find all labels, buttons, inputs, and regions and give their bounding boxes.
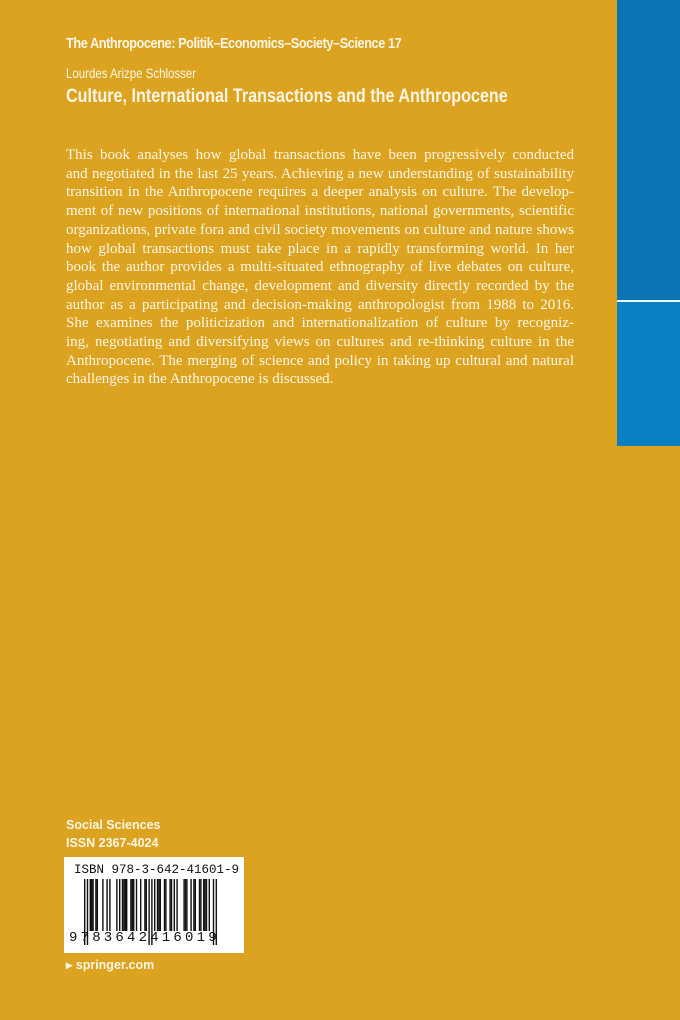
blurb: [66, 146, 586, 389]
isbn-label: ISBN 978-3-642-41601-9: [74, 863, 240, 877]
book-title: Culture, International Transactions and the Anthropocene: [66, 86, 508, 107]
barcode-bar: [91, 879, 92, 931]
barcode-bar: [122, 879, 123, 931]
barcode-bar: [132, 879, 133, 931]
blurb-line: book the author provides a multi-situated ethnography of live debates on culture,: [66, 259, 574, 276]
barcode-bar: [186, 879, 187, 931]
barcode-bar: [136, 879, 137, 931]
barcode-bar: [199, 879, 200, 931]
series-title: The Anthropocene: Politik–Economics–Society–Science 17: [66, 36, 402, 52]
barcode-bar: [95, 879, 96, 931]
barcode-bar: [200, 879, 201, 931]
strip-top-band: [617, 0, 680, 300]
blurb-line: global environmental change, development and diversity directly recorded by the: [66, 277, 574, 294]
barcode-bar: [185, 879, 186, 931]
blurb-line: how global transactions must take place in a rapidly transforming world. In her: [66, 240, 574, 257]
author-name: Lourdes Arizpe Schlosser: [66, 66, 197, 81]
barcode-bar: [154, 879, 155, 931]
barcode-bar: [174, 879, 175, 931]
barcode-bar: [195, 879, 196, 931]
barcode-bar: [144, 879, 145, 931]
barcode-bar: [169, 879, 170, 931]
blurb-line: transition in the Anthropocene requires a deeper analysis on culture. The develop-: [66, 184, 574, 201]
blurb-line: ment of new positions of international institutions, national governments, scientific: [66, 203, 574, 220]
barcode-bar: [133, 879, 134, 931]
springer-link[interactable]: ▸ springer.com: [66, 958, 155, 972]
barcode-bar: [190, 879, 191, 931]
barcode-bar: [116, 879, 117, 931]
blurb-line: challenges in the Anthropocene is discussed.: [66, 371, 334, 388]
barcode-bar: [125, 879, 126, 931]
blurb-line: organizations, private fora and civil society movements on culture and nature shows: [66, 221, 574, 238]
issn: ISSN 2367-4024: [66, 836, 159, 850]
barcode-bar: [176, 879, 177, 931]
barcode-bar: [102, 879, 103, 931]
barcode-bar: [146, 879, 147, 931]
barcode-bar: [119, 879, 120, 931]
blurb-line: author as a participating and decision-making anthropologist from 1988 to 2016.: [66, 296, 574, 313]
blurb-line: She examines the politicization and internationalization of culture by recogniz-: [66, 315, 574, 332]
barcode-bar: [123, 879, 124, 931]
blurb-line: ing, negotiating and diversifying views on cultures and re-thinking culture in the: [66, 334, 574, 351]
barcode-bar: [203, 879, 204, 931]
barcode-bar: [165, 879, 166, 931]
blurb-line: and negotiated in the last 25 years. Achieving a new understanding of sustainability: [66, 165, 574, 182]
barcode-bar: [160, 879, 161, 931]
barcode-bar: [140, 879, 141, 931]
barcode-bar: [171, 879, 172, 931]
barcode-digits: 9783642416019: [69, 930, 220, 946]
barcode-bar: [97, 879, 98, 931]
blurb-line: Anthropocene. The merging of science and policy in taking up cultural and natural: [66, 352, 574, 369]
strip-divider: [617, 300, 680, 302]
blue-spine-strip: [617, 0, 680, 446]
subject-category: Social Sciences: [66, 818, 161, 832]
barcode-bar: [92, 879, 93, 931]
barcode-bar: [193, 879, 194, 931]
isbn-barcode: [64, 857, 244, 953]
barcode-bar: [90, 879, 91, 931]
barcode-bar: [106, 879, 107, 931]
barcode-bar: [209, 879, 210, 931]
barcode-bar: [206, 879, 207, 931]
barcode-bar: [183, 879, 184, 931]
barcode-bar: [164, 879, 165, 931]
barcode-bar: [158, 879, 159, 931]
barcode-bar: [109, 879, 110, 931]
barcode-bar: [126, 879, 127, 931]
barcode-bar: [204, 879, 205, 931]
barcode-bar: [130, 879, 131, 931]
barcode-bar: [157, 879, 158, 931]
blurb-line: This book analyses how global transactions have been progressively conducted: [66, 147, 574, 163]
